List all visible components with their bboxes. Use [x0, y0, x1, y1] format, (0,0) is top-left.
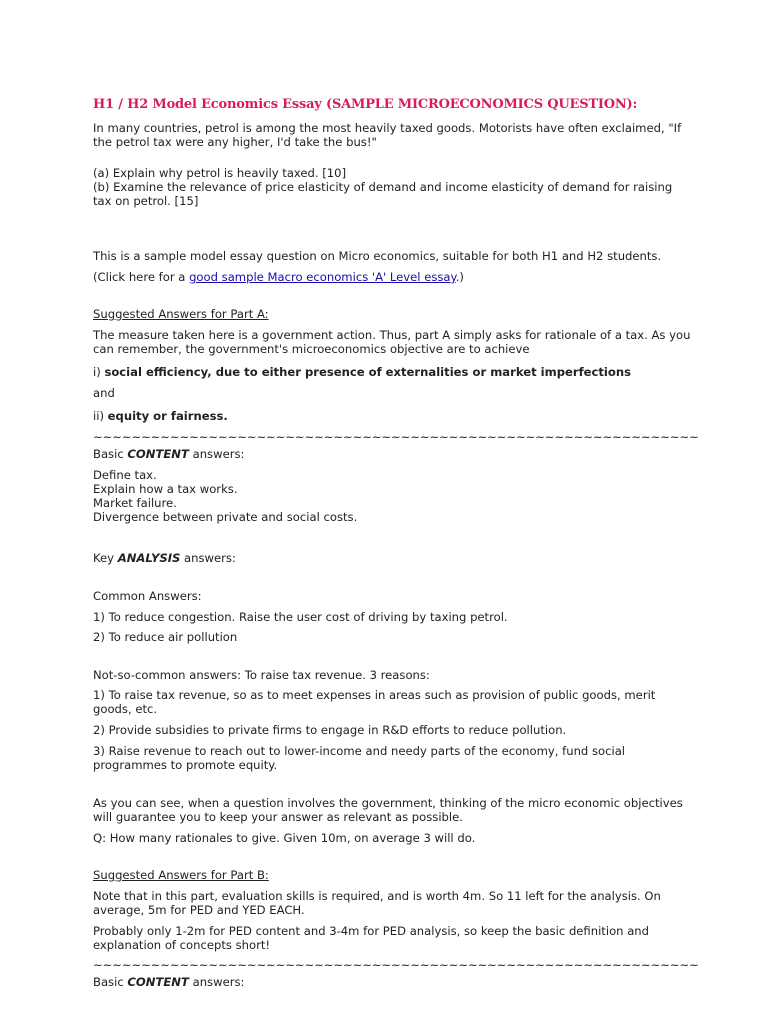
content-list: [93, 468, 693, 524]
part-a-heading: Suggested Answers for Part A:: [93, 307, 269, 321]
objective-1: [93, 365, 693, 379]
page-title: H1 / H2 Model Economics Essay (SAMPLE MICROECONOMICS QUESTION):: [93, 97, 638, 112]
not-so-common-3: 3) Raise revenue to reach out to lower-income and needy parts of the economy, fund social programmes to promote equity.: [93, 744, 626, 772]
objective-1-text: social efficiency, due to either presence of externalities or market imperfections: [104, 365, 632, 379]
content-item: Define tax.: [93, 468, 157, 482]
not-so-common-1: 1) To raise tax revenue, so as to meet expenses in areas such as provision of public goods, merit goods, etc.: [93, 688, 656, 716]
key-word: ANALYSIS: [117, 551, 181, 565]
part-b-heading: Suggested Answers for Part B:: [93, 868, 269, 882]
basic2-word: CONTENT: [127, 975, 189, 989]
basic-content-heading: [93, 447, 693, 461]
part-b-text-2: Probably only 1-2m for PED content and 3-4m for PED analysis, so keep the basic definition and explanation of concepts short!: [93, 924, 650, 952]
click-here-line: [93, 270, 693, 284]
and-text: and: [93, 386, 115, 400]
key-analysis-heading: [93, 551, 693, 565]
not-so-common-heading: Not-so-common answers: To raise tax revenue. 3 reasons:: [93, 668, 430, 682]
objective-2: [93, 409, 693, 423]
content-item: Market failure.: [93, 496, 177, 510]
basic-prefix: Basic: [93, 447, 128, 461]
rationales-question: Q: How many rationales to give. Given 10m, on average 3 will do.: [93, 831, 476, 845]
click-suffix: .): [455, 270, 464, 284]
as-you-see-paragraph: As you can see, when a question involves the government, thinking of the micro economic objectives will guarantee you to keep your answer as relevant as possible.: [93, 796, 683, 824]
basic-word: CONTENT: [127, 447, 189, 461]
common-answers-heading: Common Answers:: [93, 589, 202, 603]
basic-suffix: answers:: [188, 447, 245, 461]
key-prefix: Key: [93, 551, 118, 565]
not-so-common-2: 2) Provide subsidies to private firms to engage in R&D efforts to reduce pollution.: [93, 723, 567, 737]
basic-content-heading-2: [93, 975, 693, 989]
objective-1-number: i): [93, 365, 105, 379]
intro-paragraph: In many countries, petrol is among the most heavily taxed goods. Motorists have often exclaimed, "If the petrol tax were any higher, I'd take the bus!": [93, 121, 682, 149]
basic2-suffix: answers:: [188, 975, 245, 989]
question-a: (a) Explain why petrol is heavily taxed. [10]: [93, 166, 347, 180]
common-answer-2: 2) To reduce air pollution: [93, 630, 238, 644]
content-item: Explain how a tax works.: [93, 482, 238, 496]
macro-essay-link[interactable]: good sample Macro economics 'A' Level essay: [189, 270, 456, 284]
objective-2-text: equity or fairness.: [107, 409, 228, 423]
divider: ~~~~~~~~~~~~~~~~~~~~~~~~~~~~~~~~~~~~~~~~~~~~~~~~~~~~~~~~~~~~~~~: [93, 430, 699, 444]
part-b-text-1: Note that in this part, evaluation skills is required, and is worth 4m. So 11 left for the analysis. On average, 5m for PED and YED EACH.: [93, 889, 661, 917]
objective-2-number: ii): [93, 409, 108, 423]
key-suffix: answers:: [180, 551, 236, 565]
sample-note: This is a sample model essay question on Micro economics, suitable for both H1 and H2 students.: [93, 249, 662, 263]
divider-2: ~~~~~~~~~~~~~~~~~~~~~~~~~~~~~~~~~~~~~~~~~~~~~~~~~~~~~~~~~~~~~~~: [93, 958, 699, 972]
common-answer-1: 1) To reduce congestion. Raise the user cost of driving by taxing petrol.: [93, 610, 508, 624]
part-a-text: The measure taken here is a government action. Thus, part A simply asks for rationale of a tax. As you can remember, the government's microeconomics objective are to achieve: [93, 328, 691, 356]
click-prefix: (Click here for a: [93, 270, 190, 284]
question-b: (b) Examine the relevance of price elasticity of demand and income elasticity of demand for raising tax on petrol. [15]: [93, 180, 673, 208]
basic2-prefix: Basic: [93, 975, 128, 989]
content-item: Divergence between private and social costs.: [93, 510, 358, 524]
